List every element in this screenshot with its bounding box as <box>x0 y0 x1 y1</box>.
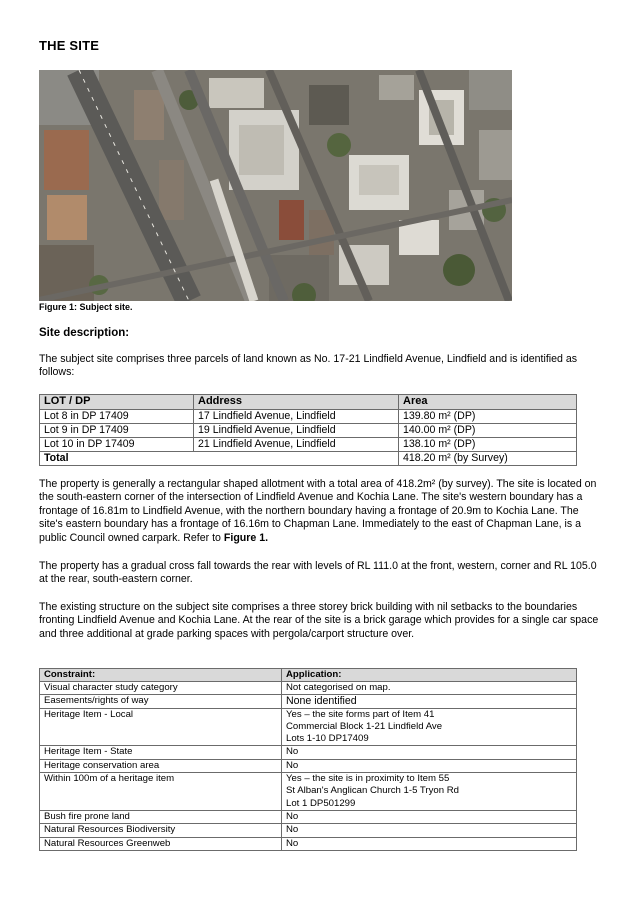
column-header: Area <box>399 395 577 410</box>
application-line: Yes – the site forms part of Item 41 <box>286 708 435 720</box>
application-line: Commercial Block 1-21 Lindfield Ave <box>286 720 443 732</box>
intro-paragraph: The subject site comprises three parcels of land known as No. 17-21 Lindfield Avenue, Lindfield and is identified as follows: <box>39 353 578 379</box>
application-cell: No <box>282 759 577 772</box>
application-cell: None identified <box>282 695 577 708</box>
constraint-cell: Heritage Item - Local <box>40 708 282 746</box>
constraint-cell: Bush fire prone land <box>40 810 282 823</box>
table-row <box>40 708 577 746</box>
application-line: Yes – the site is in proximity to Item 55 <box>286 773 450 785</box>
constraint-cell: Natural Resources Biodiversity <box>40 824 282 837</box>
application-line: Lots 1-10 DP17409 <box>286 733 369 745</box>
table-row <box>40 438 577 452</box>
lots-table-header <box>40 395 577 410</box>
constraints-table <box>39 668 577 851</box>
table-row <box>40 424 577 438</box>
table-row <box>40 824 577 837</box>
application-cell: No <box>282 810 577 823</box>
constraint-cell: Heritage Item - State <box>40 746 282 759</box>
table-row <box>40 810 577 823</box>
cross-fall-paragraph: The property has a gradual cross fall towards the rear with levels of RL 111.0 at the front, western, corner and RL 105.0 at the rear, south-eastern corner. <box>39 560 597 586</box>
application-cell: No <box>282 746 577 759</box>
application-line: St Alban's Anglican Church 1-5 Tryon Rd <box>286 785 460 797</box>
constraint-cell: Visual character study category <box>40 682 282 695</box>
table-row <box>40 410 577 424</box>
total-value: 418.20 m² (by Survey) <box>399 452 577 466</box>
table-row <box>40 759 577 772</box>
application-cell: No <box>282 824 577 837</box>
property-paragraph-text: The property is generally a rectangular shaped allotment with a total area of 418.2m² (by survey). The site is located on the south-eastern corner of the intersection of Lindfield Avenue and Kochia Lane. The site's western boundary has a frontage of 16.81m to Lindfield Avenue, with the northern boundary having a frontage of 20.9m to Kochia Lane. The site's eastern boundary has a frontage of 16.16m to Chapman Lane. Immediately to the east of Chapman Lane, is a public Council owned carpark. Refer to <box>39 478 597 544</box>
column-header: Application: <box>282 669 577 682</box>
lot-cell: Lot 10 in DP 17409 <box>40 438 194 452</box>
table-row <box>40 695 577 708</box>
existing-structure-paragraph: The existing structure on the subject site comprises a three storey brick building with nil setbacks to the boundaries fronting Lindfield Avenue and Kochia Lane. At the rear of the site is a brick garage which provides for a single car space and three additional at grade parking spaces with pergola/carport structure over. <box>39 601 599 640</box>
area-cell: 139.80 m² (DP) <box>399 410 577 424</box>
lots-table <box>39 394 577 466</box>
area-cell: 138.10 m² (DP) <box>399 438 577 452</box>
page-heading: THE SITE <box>39 38 100 53</box>
total-label: Total <box>40 452 399 466</box>
constraint-cell: Easements/rights of way <box>40 695 282 708</box>
application-cell: No <box>282 837 577 850</box>
table-row-total <box>40 452 577 466</box>
column-header: Address <box>194 395 399 410</box>
table-row <box>40 682 577 695</box>
constraint-cell: Within 100m of a heritage item <box>40 773 282 811</box>
column-header: Constraint: <box>40 669 282 682</box>
address-cell: 21 Lindfield Avenue, Lindfield <box>194 438 399 452</box>
address-cell: 17 Lindfield Avenue, Lindfield <box>194 410 399 424</box>
table-row <box>40 773 577 811</box>
aerial-photo-graphic <box>39 70 512 301</box>
figure-reference: Figure 1. <box>223 531 269 544</box>
aerial-site-photo <box>39 70 512 301</box>
section-heading-site-description: Site description: <box>39 327 130 339</box>
lot-cell: Lot 8 in DP 17409 <box>40 410 194 424</box>
address-cell: 19 Lindfield Avenue, Lindfield <box>194 424 399 438</box>
constraint-cell: Heritage conservation area <box>40 759 282 772</box>
constraints-table-header <box>40 669 577 682</box>
column-header: LOT / DP <box>40 395 194 410</box>
application-cell <box>282 708 577 746</box>
application-line: Lot 1 DP501299 <box>286 797 356 809</box>
application-cell <box>282 773 577 811</box>
table-row <box>40 837 577 850</box>
area-cell: 140.00 m² (DP) <box>399 424 577 438</box>
constraint-cell: Natural Resources Greenweb <box>40 837 282 850</box>
property-paragraph <box>39 478 599 545</box>
lot-cell: Lot 9 in DP 17409 <box>40 424 194 438</box>
application-cell: Not categorised on map. <box>282 682 577 695</box>
table-row <box>40 746 577 759</box>
figure-caption: Figure 1: Subject site. <box>39 302 133 312</box>
